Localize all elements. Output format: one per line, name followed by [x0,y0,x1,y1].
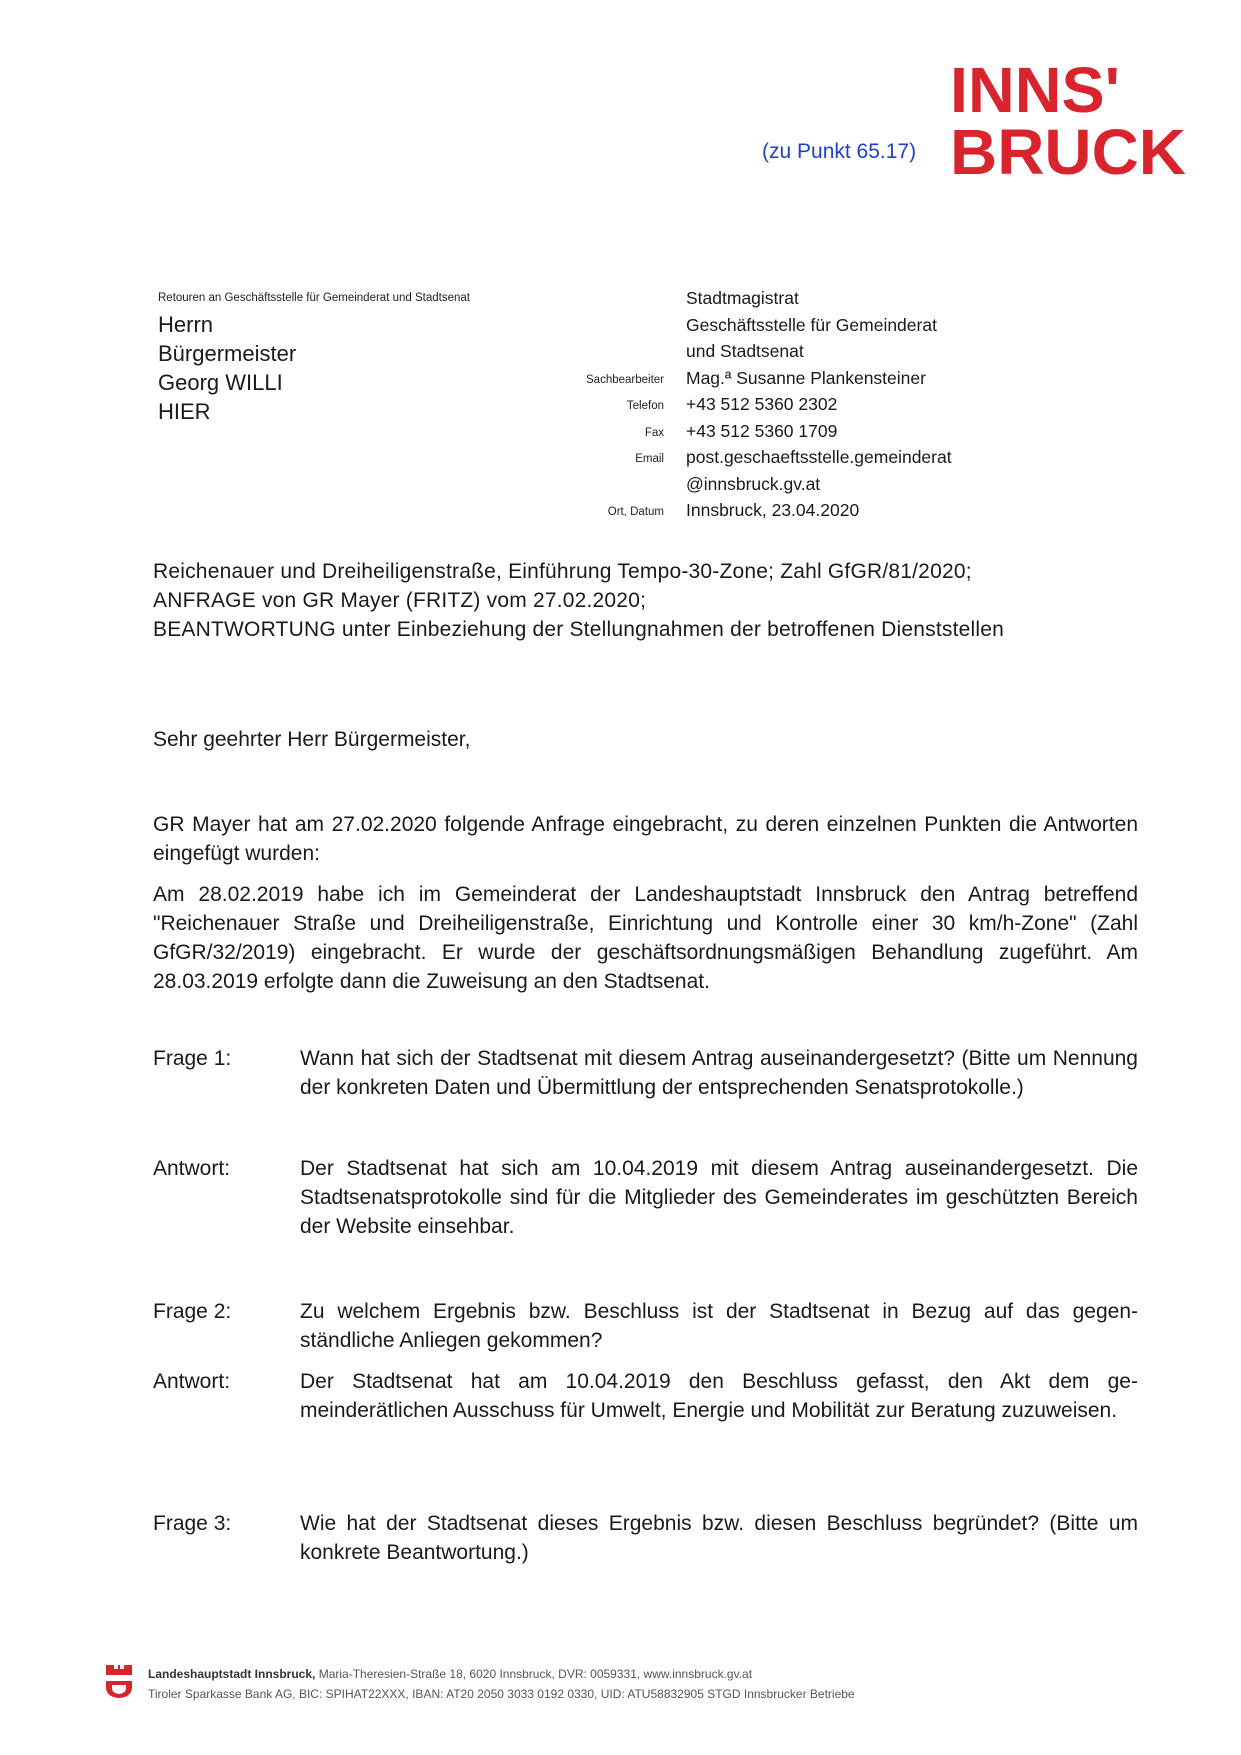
recipient-line: Georg WILLI [158,370,283,395]
sender-org: und Stadtsenat [686,341,804,361]
qa-text: Wann hat sich der Stadtsenat mit diesem Antrag auseinandergesetzt? (Bitte um Nennung der konkreten Daten und Übermittlung der entsprechenden Senatsprotokolle.) [300,1047,1138,1099]
sender-org: Geschäftsstelle für Gemeinderat [686,314,937,335]
qa-label: Frage 2: [153,1300,232,1323]
email-value-cont: @innsbruck.gv.at [686,473,821,494]
subject-line: ANFRAGE von GR Mayer (FRITZ) vom 27.02.2020; [153,589,647,612]
logo-line1: INNS' [950,56,1120,126]
sender-org: Stadtmagistrat [686,288,799,308]
city-crest-icon [104,1663,134,1699]
qa-label: Frage 3: [153,1512,232,1535]
intro-paragraph: GR Mayer hat am 27.02.2020 folgende Anfrage eingebracht, zu deren einzelnen Punkten die Antworten eingefügt wurden: [153,813,1138,865]
background-paragraph: Am 28.02.2019 habe ich im Gemeinderat der Landeshauptstadt Innsbruck den Antrag betreffend "Reichenauer Straße und Dreiheiligenstraße, Einrichtung und Kontrolle einer 30 km/h-Zone" (Zahl GfGR/32/2019) eingebracht. Er wurde der geschäftsordnungsmäßigen Behandlung zugeführt. Am 28.03.2019 erfolgte dann die Zuweisung an den Stadtsenat. [153,883,1138,993]
footer-line: Tiroler Sparkasse Bank AG, BIC: SPIHAT22XXX, IBAN: AT20 2050 3033 0192 0330, UID: ATU58832905 STGD Innsbrucker Betriebe [148,1687,855,1701]
recipient-address [158,310,296,426]
answer-2 [153,1367,1138,1425]
qa-text: Der Stadtsenat hat sich am 10.04.2019 mit diesem Antrag auseinandergesetzt. Die Stadtsenatsprotokolle sind für die Mitglieder des Gemeinderates im geschützten Bereich der Website einsehbar. [300,1157,1138,1238]
return-address: Retouren an Geschäftsstelle für Gemeinderat und Stadtsenat [158,292,470,304]
footer-line: Maria-Theresien-Straße 18, 6020 Innsbruck, DVR: 0059331, www.innsbruck.gv.at [318,1667,753,1681]
sender-block [586,285,952,524]
greeting: Sehr geehrter Herr Bürgermeister, [153,728,471,751]
email-label: Email [635,453,664,465]
clerk-value: Mag.ª Susanne Plankensteiner [686,367,926,388]
phone-value: +43 512 5360 2302 [686,394,838,414]
reference-note: (zu Punkt 65.17) [762,140,917,163]
qa-text: Zu welchem Ergebnis bzw. Beschluss ist der Stadtsenat in Bezug auf das gegenständliche Anliegen gekommen? [300,1300,1138,1352]
date-label: Ort, Datum [607,506,664,518]
logo-line2: BRUCK [950,116,1186,178]
recipient-line: Herrn [158,312,214,337]
fax-label: Fax [644,426,664,439]
question-3 [153,1509,1138,1567]
question-2 [153,1297,1138,1355]
qa-text: Der Stadtsenat hat am 10.04.2019 den Beschluss gefasst, den Akt dem gemeinderätlichen Ausschuss für Umwelt, Energie und Mobilität zur Beratung zuzuweisen. [300,1370,1138,1422]
phone-label: Telefon [626,400,664,412]
innsbruck-logo [950,56,1190,178]
qa-label: Antwort: [153,1157,231,1180]
subject-line: Reichenauer und Dreiheiligenstraße, Einführung Tempo-30-Zone; Zahl GfGR/81/2020; [153,560,972,583]
answer-1 [153,1154,1138,1241]
qa-label: Antwort: [153,1370,231,1393]
subject-line: BEANTWORTUNG unter Einbeziehung der Stellungnahmen der betroffenen Dienststellen [153,618,1005,641]
subject [153,557,1004,644]
date-value: Innsbruck, 23.04.2020 [686,500,860,520]
qa-label: Frage 1: [153,1047,232,1070]
question-1 [153,1044,1138,1102]
recipient-line: Bürgermeister [158,341,297,366]
recipient-line: HIER [158,399,211,424]
footer [148,1664,855,1704]
clerk-label: Sachbearbeiter [586,373,664,386]
fax-value: +43 512 5360 1709 [686,420,838,441]
email-value: post.geschaeftsstelle.gemeinderat [686,447,952,467]
footer-bold: Landeshauptstadt Innsbruck, [148,1667,316,1681]
qa-text: Wie hat der Stadtsenat dieses Ergebnis bzw. diesen Beschluss begründet? (Bitte um konkrete Beantwortung.) [300,1512,1138,1564]
